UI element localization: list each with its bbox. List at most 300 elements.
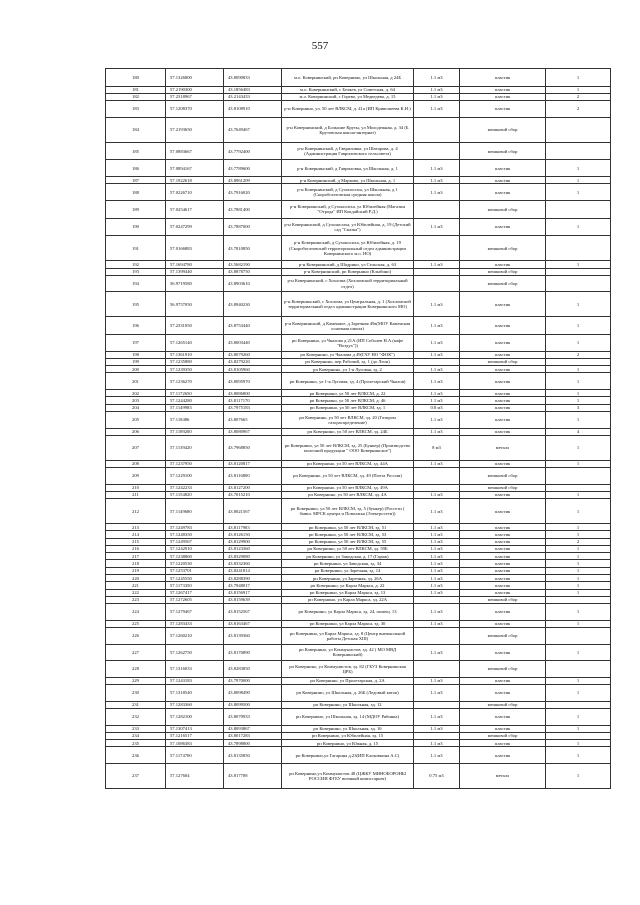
material-cell: мешковой сбор xyxy=(460,596,546,603)
volume-cell: 1.1 м3 xyxy=(414,390,460,397)
table-row xyxy=(106,142,611,160)
material-cell: пластик xyxy=(460,335,546,352)
address-cell: р-н Ковернинский, д Сухоносиха, ул Школьная, д 1 (Скоробогатовская средняя школа) xyxy=(282,184,414,201)
count-cell: 1 xyxy=(546,460,611,467)
address-cell: рп Ковернино, ул Заводская, зд. 34 xyxy=(282,560,414,567)
row-number: 232 xyxy=(106,708,166,725)
table-row xyxy=(106,764,611,789)
table-row xyxy=(106,268,611,275)
longitude-cell: 43.8288390 xyxy=(224,574,282,581)
address-cell: рп Ковернино, ул Южная, д. 15 xyxy=(282,740,414,747)
table-row xyxy=(106,685,611,702)
latitude-cell: 57.1244280 xyxy=(166,397,224,404)
longitude-cell: 43.8080967 xyxy=(224,428,282,435)
count-cell xyxy=(546,358,611,365)
table-row xyxy=(106,69,611,87)
volume-cell: 1.1 м3 xyxy=(414,708,460,725)
table-row xyxy=(106,661,611,678)
longitude-cell: 43.8332360 xyxy=(224,560,282,567)
material-cell: мешковой сбор xyxy=(460,661,546,678)
row-number: 185 xyxy=(106,142,166,160)
latitude-cell: 57.1172650 xyxy=(166,390,224,397)
latitude-cell: 57.1174700 xyxy=(166,747,224,764)
volume-cell xyxy=(414,142,460,160)
material-cell: мешковой сбор xyxy=(460,358,546,365)
count-cell: 1 xyxy=(546,160,611,177)
count-cell: 1 xyxy=(546,317,611,335)
address-cell: рп Ковернино,ул Коммунистов 48 (ЦЖКУ МИНОБОРОНЫ РОССИИ ФГБУ военный комиссариат) xyxy=(282,764,414,789)
material-cell: пластик xyxy=(460,366,546,373)
address-cell: р-н Ковернино, ул. 50 лет ВЛКСМ, д. 41а (ИП Кривошеева К.Н.) xyxy=(282,101,414,118)
row-number: 191 xyxy=(106,236,166,261)
latitude-cell: 57.1253701 xyxy=(166,567,224,574)
longitude-cell: 43.8117983 xyxy=(224,524,282,531)
table-row xyxy=(106,644,611,661)
material-cell: пластик xyxy=(460,725,546,732)
table-row xyxy=(106,218,611,236)
address-cell: рп Ковернино, ул 50 лет ВЛКСМ, зд. 49 (Почта России) xyxy=(282,468,414,485)
latitude-cell: 57.1220530 xyxy=(166,560,224,567)
volume-cell: 1.1 м3 xyxy=(414,582,460,589)
row-number: 213 xyxy=(106,524,166,531)
address-cell: рп Ковернино,ул Гагарина д.23(ИП Клоковкина А.С) xyxy=(282,747,414,764)
volume-cell: 1.1 м3 xyxy=(414,86,460,93)
longitude-cell: 43.8903610 xyxy=(224,275,282,292)
longitude-cell: 43.2143433 xyxy=(224,93,282,100)
volume-cell xyxy=(414,358,460,365)
count-cell: 1 xyxy=(546,620,611,627)
count-cell: 1 xyxy=(546,740,611,747)
latitude-cell: 57.1249783 xyxy=(166,524,224,531)
address-cell: р-н Ковернинский, с Хохлома (Хохломской территориальный отдел) xyxy=(282,275,414,292)
material-cell: пластик xyxy=(460,373,546,390)
table-row xyxy=(106,560,611,567)
volume-cell xyxy=(414,484,460,491)
row-number: 234 xyxy=(106,732,166,739)
row-number: 190 xyxy=(106,218,166,236)
longitude-cell: 43.8120817 xyxy=(224,460,282,467)
material-cell: пластик xyxy=(460,428,546,435)
table-row xyxy=(106,335,611,352)
material-cell: пластик xyxy=(460,261,546,268)
row-number: 236 xyxy=(106,747,166,764)
material-cell: металл xyxy=(460,764,546,789)
latitude-cell: 57.1216517 xyxy=(166,732,224,739)
volume-cell xyxy=(414,200,460,218)
latitude-cell: 57.1318540 xyxy=(166,685,224,702)
table-row xyxy=(106,317,611,335)
count-cell: 1 xyxy=(546,589,611,596)
material-cell: пластик xyxy=(460,351,546,358)
address-cell: рп Ковернино, ул 50 лет ВЛКСМ, д. 22 xyxy=(282,390,414,397)
count-cell xyxy=(546,596,611,603)
table-row xyxy=(106,499,611,524)
row-number: 207 xyxy=(106,435,166,460)
row-number: 208 xyxy=(106,460,166,467)
longitude-cell: 43.8086800 xyxy=(224,390,282,397)
material-cell: пластик xyxy=(460,582,546,589)
material-cell: пластик xyxy=(460,460,546,467)
material-cell: пластик xyxy=(460,93,546,100)
table-row xyxy=(106,545,611,552)
longitude-cell: 43.7948017 xyxy=(224,582,282,589)
count-cell: 1 xyxy=(546,390,611,397)
longitude-cell: 43.8241814 xyxy=(224,567,282,574)
latitude-cell: 57.1149983 xyxy=(166,404,224,411)
volume-cell: 1.1 м3 xyxy=(414,589,460,596)
volume-cell: 1.1 м3 xyxy=(414,604,460,621)
row-number: 202 xyxy=(106,390,166,397)
latitude-cell: 57.1242233 xyxy=(166,484,224,491)
volume-cell: 1.1 м3 xyxy=(414,567,460,574)
latitude-cell: 57.1361910 xyxy=(166,351,224,358)
material-cell: мешковой сбор xyxy=(460,200,546,218)
table-row xyxy=(106,351,611,358)
volume-cell: 1.1 м3 xyxy=(414,292,460,317)
material-cell: мешковой сбор xyxy=(460,701,546,708)
volume-cell: 1.1 м3 xyxy=(414,740,460,747)
volume-cell: 1.1 м3 xyxy=(414,499,460,524)
volume-cell: 1.1 м3 xyxy=(414,261,460,268)
longitude-cell: 43.8070933 xyxy=(224,708,282,725)
row-number: 189 xyxy=(106,200,166,218)
volume-cell: 1.1 м3 xyxy=(414,69,460,87)
latitude-cell: 57.1236270 xyxy=(166,373,224,390)
address-cell: рп Ковернино, ул 50 лет ВЛКСМ, зд. 25 (Бункер) (Производство молочной продукции " ООО Ковернинское") xyxy=(282,435,414,460)
table-body xyxy=(106,69,611,789)
latitude-cell: 57.1316033 xyxy=(166,661,224,678)
row-number: 219 xyxy=(106,567,166,574)
address-cell: рп Ковернино, ул Карла Маркса, д. 22 xyxy=(282,582,414,589)
count-cell: 1 xyxy=(546,685,611,702)
volume-cell xyxy=(414,468,460,485)
count-cell: 1 xyxy=(546,604,611,621)
latitude-cell: 57.0247299 xyxy=(166,218,224,236)
address-cell: рп Ковернино, ул Школьная, д. 26Б (Ледовый каток) xyxy=(282,685,414,702)
table-row xyxy=(106,484,611,491)
material-cell: пластик xyxy=(460,740,546,747)
volume-cell: 8 м3 xyxy=(414,435,460,460)
address-cell: рп Ковернино, ул Коммунистов, зд. 42 ( МО МВД Ковернинский) xyxy=(282,644,414,661)
longitude-cell: 43.8095970 xyxy=(224,373,282,390)
row-number: 231 xyxy=(106,701,166,708)
volume-cell: 1.1 м3 xyxy=(414,545,460,552)
table-row xyxy=(106,574,611,581)
table-row xyxy=(106,460,611,467)
row-number: 226 xyxy=(106,627,166,644)
address-cell: рп Ковернино, ул Заречная, зд. 26А xyxy=(282,574,414,581)
material-cell: пластик xyxy=(460,390,546,397)
latitude-cell: 57.1235880 xyxy=(166,358,224,365)
address-cell: м.о. Ковернинский, с Горево, ул Медведева, д. 15 xyxy=(282,93,414,100)
longitude-cell: 43.8127200 xyxy=(224,484,282,491)
row-number: 188 xyxy=(106,184,166,201)
address-cell: рп Ковернино, ул Школьная, зд. 12 xyxy=(282,701,414,708)
longitude-cell: 43.8017283 xyxy=(224,732,282,739)
material-cell: мешковой сбор xyxy=(460,627,546,644)
latitude-cell: 57.1239350 xyxy=(166,366,224,373)
row-number: 194 xyxy=(106,275,166,292)
address-cell: рп Ковернино, ул Карла Маркса, зд. 30 xyxy=(282,620,414,627)
row-number: 237 xyxy=(106,764,166,789)
table-row xyxy=(106,411,611,428)
count-cell: 1 xyxy=(546,366,611,373)
row-number: 201 xyxy=(106,373,166,390)
table-row xyxy=(106,358,611,365)
longitude-cell: 43.8123360 xyxy=(224,545,282,552)
latitude-cell: 57.1282100 xyxy=(166,708,224,725)
address-cell: рп Ковернино, ул Карла Маркса, зд. 13 xyxy=(282,589,414,596)
count-cell xyxy=(546,200,611,218)
count-cell xyxy=(546,701,611,708)
material-cell: пластик xyxy=(460,101,546,118)
material-cell: пластик xyxy=(460,292,546,317)
longitude-cell: 43.7887000 xyxy=(224,218,282,236)
longitude-cell: 43.8139360 xyxy=(224,627,282,644)
longitude-cell: 43.8117170 xyxy=(224,397,282,404)
address-cell: рп Ковернино, ул 50 лет ВЛКСМ, зд. 44А xyxy=(282,460,414,467)
volume-cell: 1.1 м3 xyxy=(414,93,460,100)
longitude-cell: 43.7881400 xyxy=(224,200,282,218)
row-number: 197 xyxy=(106,335,166,352)
row-number: 235 xyxy=(106,740,166,747)
count-cell xyxy=(546,627,611,644)
row-number: 200 xyxy=(106,366,166,373)
longitude-cell: 43.8098490 xyxy=(224,685,282,702)
volume-cell: 1.1 м3 xyxy=(414,560,460,567)
count-cell: 1 xyxy=(546,177,611,184)
table-row xyxy=(106,366,611,373)
material-cell: пластик xyxy=(460,708,546,725)
row-number: 182 xyxy=(106,93,166,100)
address-cell: рп Ковернино, ул Карла Маркса, зд. 24, помещ. 13 xyxy=(282,604,414,621)
longitude-cell: 43.8099500 xyxy=(224,701,282,708)
table-row xyxy=(106,184,611,201)
row-number: 209 xyxy=(106,468,166,485)
address-cell: рп Ковернино, ул Заводская, д. 17 (Гараж) xyxy=(282,553,414,560)
longitude-cell: 43.8090833 xyxy=(224,69,282,87)
address-cell: рп Ковернино, ул Карла Маркса, зд. 8 (Центр внешкольной работы Детская ХШ) xyxy=(282,627,414,644)
longitude-cell: 43.8163467 xyxy=(224,620,282,627)
longitude-cell: 43.7810850 xyxy=(224,236,282,261)
longitude-cell: 43.8170890 xyxy=(224,644,282,661)
row-number: 221 xyxy=(106,582,166,589)
longitude-cell: 43.7916020 xyxy=(224,184,282,201)
address-cell: рп Ковернино, ул 50 лет ВЛКСМ, зд. 59Б xyxy=(282,545,414,552)
address-cell: м.о. Ковернинский, с Беляев, ул Советская, д. 64 xyxy=(282,86,414,93)
longitude-cell: 43.8108910 xyxy=(224,101,282,118)
latitude-cell: 57.1267417 xyxy=(166,589,224,596)
table-row xyxy=(106,589,611,596)
longitude-cell: 43.8126150 xyxy=(224,531,282,538)
containers-table xyxy=(105,68,611,789)
table-row xyxy=(106,582,611,589)
material-cell: пластик xyxy=(460,538,546,545)
volume-cell: 1.1 м3 xyxy=(414,460,460,467)
table-row xyxy=(106,524,611,531)
table-row xyxy=(106,275,611,292)
volume-cell: 1.1 м3 xyxy=(414,491,460,498)
volume-cell: 1.1 м3 xyxy=(414,428,460,435)
table-row xyxy=(106,390,611,397)
table-row xyxy=(106,117,611,142)
latitude-cell: 57.1260210 xyxy=(166,627,224,644)
row-number: 218 xyxy=(106,560,166,567)
row-number: 224 xyxy=(106,604,166,621)
table-row xyxy=(106,160,611,177)
volume-cell: 1.1 м3 xyxy=(414,101,460,118)
count-cell: 1 xyxy=(546,373,611,390)
material-cell: пластик xyxy=(460,404,546,411)
count-cell: 1 xyxy=(546,69,611,87)
longitude-cell: 43.8283850 xyxy=(224,661,282,678)
address-cell: м.о. Ковернинский, рп Ковернино, ул Школьная, д 24Б xyxy=(282,69,414,87)
address-cell: р-н Ковернинский, д Шадрино, ул Сельская, д. 63 xyxy=(282,261,414,268)
row-number: 184 xyxy=(106,117,166,142)
address-cell: рп Ковернино, ул 50 лет ВЛКСМ, д. 46 xyxy=(282,397,414,404)
latitude-cell: 57.1173350 xyxy=(166,582,224,589)
table-row xyxy=(106,435,611,460)
material-cell: пластик xyxy=(460,184,546,201)
material-cell: мешковой сбор xyxy=(460,484,546,491)
longitude-cell: 43.5682190 xyxy=(224,261,282,268)
table-row xyxy=(106,101,611,118)
material-cell: мешковой сбор xyxy=(460,275,546,292)
count-cell: 1 xyxy=(546,218,611,236)
row-number: 204 xyxy=(106,404,166,411)
volume-cell: 1.1 м3 xyxy=(414,218,460,236)
material-cell: мешковой сбор xyxy=(460,268,546,275)
table-row xyxy=(106,531,611,538)
address-cell: рп Ковернино, ул Школьная, зд. 14 (МДОУ Рябинка) xyxy=(282,708,414,725)
volume-cell: 1.1 м3 xyxy=(414,574,460,581)
material-cell: пластик xyxy=(460,397,546,404)
longitude-cell: 43.7898800 xyxy=(224,740,282,747)
latitude-cell: 57.1238860 xyxy=(166,553,224,560)
row-number: 212 xyxy=(106,499,166,524)
material-cell: мешковой сбор xyxy=(460,142,546,160)
volume-cell: 1.1 м3 xyxy=(414,553,460,560)
latitude-cell: 57.1265140 xyxy=(166,335,224,352)
material-cell: пластик xyxy=(460,567,546,574)
volume-cell xyxy=(414,661,460,678)
row-number: 199 xyxy=(106,358,166,365)
table-row xyxy=(106,677,611,684)
latitude-cell: 57.0254617 xyxy=(166,200,224,218)
latitude-cell: 57.1248350 xyxy=(166,531,224,538)
table-row xyxy=(106,200,611,218)
table-row xyxy=(106,292,611,317)
address-cell: рп Ковернино, ул Чкалова д 49(ГАУ НО "ФОК") xyxy=(282,351,414,358)
latitude-cell: 57.1208370 xyxy=(166,101,224,118)
volume-cell: 1.1 м3 xyxy=(414,524,460,531)
address-cell: рп Ковернино, ул 1-я Луговая, зд. 4 (Пролетарский Чкалов) xyxy=(282,373,414,390)
count-cell: 1 xyxy=(546,261,611,268)
count-cell: 1 xyxy=(546,747,611,764)
count-cell: 1 xyxy=(546,553,611,560)
latitude-cell: 57.1154820 xyxy=(166,491,224,498)
longitude-cell: 43.8159639 xyxy=(224,596,282,603)
latitude-cell: 57.1279467 xyxy=(166,604,224,621)
volume-cell: 1.1 м3 xyxy=(414,677,460,684)
material-cell: пластик xyxy=(460,560,546,567)
latitude-cell: 57.1283360 xyxy=(166,701,224,708)
longitude-cell: 43.7015210 xyxy=(224,491,282,498)
volume-cell: 1.1 м3 xyxy=(414,177,460,184)
address-cell: р-н Ковернинский, д Гавриловка, ул Шатарова, д. 4 (Администрация Гавриловского сельсовета) xyxy=(282,142,414,160)
volume-cell xyxy=(414,117,460,142)
volume-cell: 1.1 м3 xyxy=(414,747,460,764)
volume-cell: 1.1 м3 xyxy=(414,531,460,538)
table-row xyxy=(106,428,611,435)
latitude-cell: 57.0226710 xyxy=(166,184,224,201)
longitude-cell: 43.8753440 xyxy=(224,317,282,335)
material-cell: пластик xyxy=(460,574,546,581)
table-row xyxy=(106,86,611,93)
volume-cell: 1.1 м3 xyxy=(414,620,460,627)
latitude-cell: 57.1694780 xyxy=(166,261,224,268)
latitude-cell: 57.2331050 xyxy=(166,317,224,335)
latitude-cell: 57.1249567 xyxy=(166,538,224,545)
material-cell: пластик xyxy=(460,545,546,552)
address-cell: рп Ковернино, ул Пролетарская, д. 2А xyxy=(282,677,414,684)
table-row xyxy=(106,567,611,574)
table-row xyxy=(106,553,611,560)
latitude-cell: 57.1086383 xyxy=(166,740,224,747)
volume-cell: 1.1 м3 xyxy=(414,725,460,732)
row-number: 205 xyxy=(106,411,166,428)
count-cell: 2 xyxy=(546,101,611,118)
count-cell xyxy=(546,268,611,275)
material-cell: мешковой сбор xyxy=(460,117,546,142)
address-cell: р-н Ковернинский, д Каменное, д Заречная 49а(МОУ Каменская основная школа) xyxy=(282,317,414,335)
count-cell xyxy=(546,661,611,678)
count-cell: 1 xyxy=(546,491,611,498)
longitude-cell: 43.8093867 xyxy=(224,725,282,732)
latitude-cell: 56.9757050 xyxy=(166,292,224,317)
count-cell xyxy=(546,468,611,485)
count-cell xyxy=(546,117,611,142)
address-cell: рп Ковернино, ул Юбилейная, зд. 15 xyxy=(282,732,414,739)
table-row xyxy=(106,725,611,732)
material-cell: пластик xyxy=(460,620,546,627)
volume-cell xyxy=(414,268,460,275)
row-number: 216 xyxy=(106,545,166,552)
latitude-cell: 57.1139420 xyxy=(166,435,224,460)
longitude-cell: 43.8116800 xyxy=(224,468,282,485)
longitude-cell: 43.807665 xyxy=(224,411,282,428)
address-cell: рп Ковернино, ул 50 лет ВЛКСМ, зд. 4А xyxy=(282,491,414,498)
row-number: 227 xyxy=(106,644,166,661)
volume-cell xyxy=(414,275,460,292)
latitude-cell: 57.1242910 xyxy=(166,545,224,552)
material-cell: пластик xyxy=(460,491,546,498)
address-cell: рп Ковернино, ул Карла Маркса, зд. 22А xyxy=(282,596,414,603)
row-number: 206 xyxy=(106,428,166,435)
count-cell xyxy=(546,732,611,739)
address-cell: рп Ковернино, ул 1-я Луговая, зд. 2 xyxy=(282,366,414,373)
latitude-cell: 57.0166883 xyxy=(166,236,224,261)
row-number: 223 xyxy=(106,596,166,603)
longitude-cell: 43.7792400 xyxy=(224,142,282,160)
material-cell: мешковой сбор xyxy=(460,732,546,739)
address-cell: рп Ковернино, пер Рабочий, зд. 1 (до Леон) xyxy=(282,358,414,365)
latitude-cell: 57.1399440 xyxy=(166,268,224,275)
volume-cell: 1.1 м3 xyxy=(414,351,460,358)
row-number: 211 xyxy=(106,491,166,498)
material-cell: пластик xyxy=(460,69,546,87)
material-cell: пластик xyxy=(460,218,546,236)
